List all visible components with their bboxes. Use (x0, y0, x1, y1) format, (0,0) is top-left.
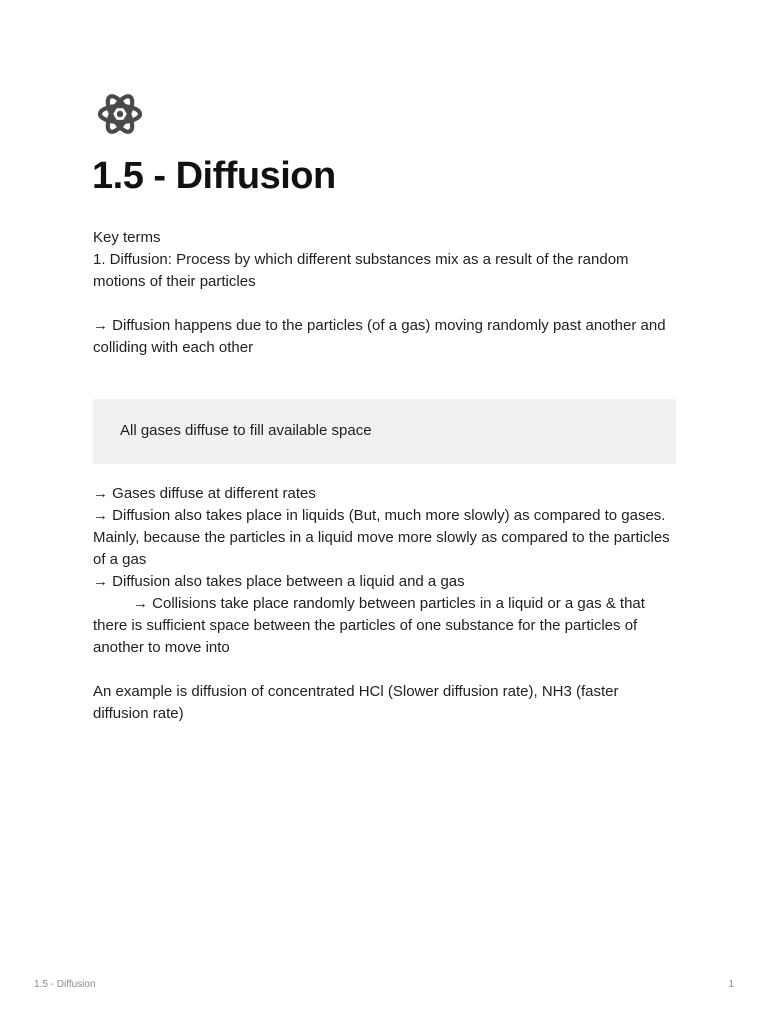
page-title: 1.5 - Diffusion (92, 155, 336, 197)
example-note: An example is diffusion of concentrated HCl (Slower diffusion rate), NH3 (faster diffusion rate) (93, 683, 619, 722)
note-collisions-indented: → Collisions take place randomly between particles in a liquid or a gas & (133, 595, 616, 612)
note-gases-rates: → Gases diffuse at different rates (93, 485, 316, 502)
atom-icon (97, 91, 143, 137)
key-terms-heading: Key terms (93, 229, 161, 246)
note-liquids: → Diffusion also takes place in liquids (But, much more slowly) as compared to gases. Mainly, because the particles in a liquid move more slowly as compared to the particles of a gas (93, 507, 670, 568)
note-liquid-gas: → Diffusion also takes place between a liquid and a gas (93, 573, 465, 590)
diffusion-definition: 1. Diffusion: Process by which different substances mix as a result of the random motions of their particles (93, 251, 629, 290)
note-collisions (93, 593, 676, 659)
diffusion-notes-section (93, 483, 676, 725)
footer-page-number: 1 (728, 979, 734, 990)
callout-text: All gases diffuse to fill available space (120, 422, 372, 439)
diffusion-cause-note: → Diffusion happens due to the particles (of a gas) moving randomly past another and colliding with each other (93, 317, 666, 356)
key-terms-section (93, 227, 676, 359)
callout-box (93, 399, 676, 464)
note-collisions-rest: that there is sufficient space between the particles of one substance for the particles of another to move into (93, 595, 645, 656)
footer-title: 1.5 - Diffusion (34, 979, 96, 990)
